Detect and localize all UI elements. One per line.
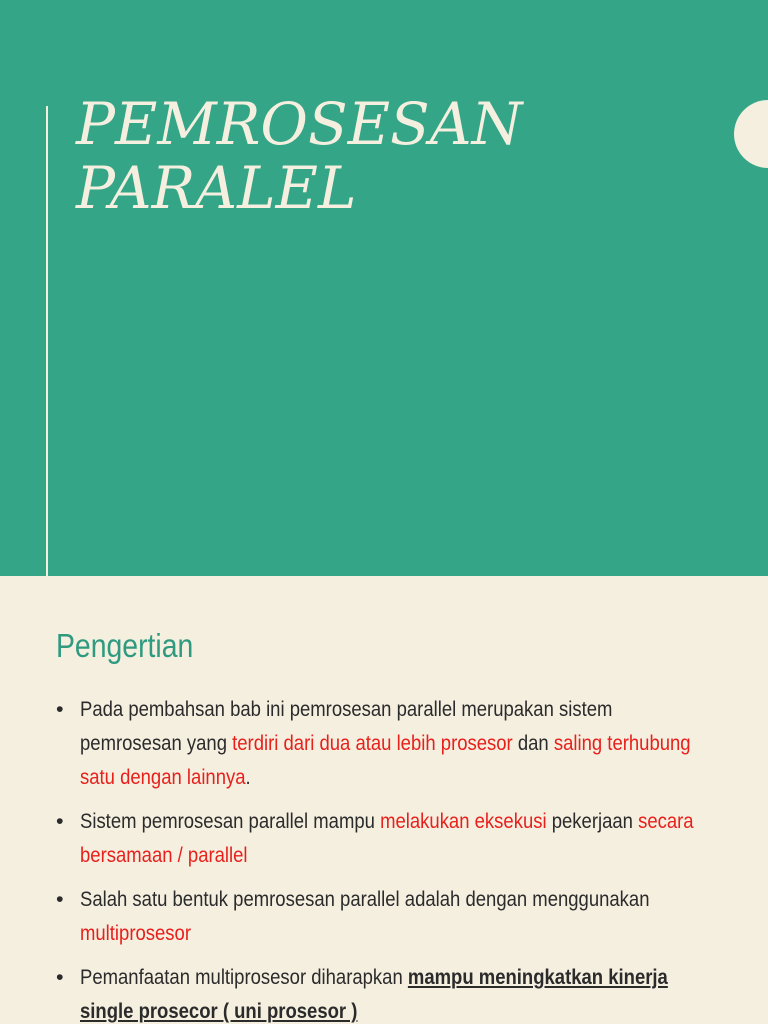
bullet-marker: • bbox=[56, 697, 64, 721]
bullet-text bbox=[80, 960, 699, 1024]
content-slide bbox=[0, 576, 768, 1024]
bullet-text-plain: Pada pembahsan bab ini pemrosesan parallel merupakan sistem pemrosesan yang bbox=[80, 697, 613, 755]
bullet-text-highlight: terdiri dari dua atau lebih prosesor bbox=[232, 731, 513, 755]
bullet-item bbox=[56, 804, 746, 872]
slide-title-line-1: PEMROSESAN bbox=[76, 90, 523, 158]
title-vertical-rule bbox=[46, 106, 48, 576]
bullet-list bbox=[56, 692, 746, 1024]
bullet-text bbox=[80, 692, 699, 794]
bullet-text-highlight: multiprosesor bbox=[80, 921, 191, 945]
decorative-circle bbox=[734, 100, 768, 168]
bullet-marker: • bbox=[56, 887, 64, 911]
bullet-text-highlight: saling terhubung satu dengan lainnya bbox=[80, 731, 691, 789]
section-heading: Pengertian bbox=[56, 627, 194, 664]
bullet-item bbox=[56, 882, 746, 950]
bullet-text-plain: Sistem pemrosesan parallel mampu bbox=[80, 809, 381, 833]
bullet-text-plain: Salah satu bentuk pemrosesan parallel adalah dengan menggunakan bbox=[80, 887, 650, 911]
bullet-text-plain: dan bbox=[512, 731, 554, 755]
bullet-item bbox=[56, 692, 746, 794]
slide-title-line-2: PARALEL bbox=[76, 154, 357, 222]
bullet-text-plain: pekerjaan bbox=[546, 809, 639, 833]
bullet-text-plain: . bbox=[245, 765, 251, 789]
slide-title bbox=[76, 92, 522, 220]
bullet-text-highlight: melakukan eksekusi bbox=[380, 809, 547, 833]
bullet-text-highlight: secara bersamaan / parallel bbox=[80, 809, 694, 867]
bullet-text-plain: Pemanfaatan multiprosesor diharapkan bbox=[80, 965, 408, 989]
bullet-text-emphasis: mampu meningkatkan kinerja single prosecor ( uni prosesor ) bbox=[80, 965, 668, 1023]
bullet-text bbox=[80, 804, 699, 872]
bullet-text bbox=[80, 882, 699, 950]
bullet-item bbox=[56, 960, 746, 1024]
bullet-marker: • bbox=[56, 965, 64, 989]
bullet-marker: • bbox=[56, 809, 64, 833]
